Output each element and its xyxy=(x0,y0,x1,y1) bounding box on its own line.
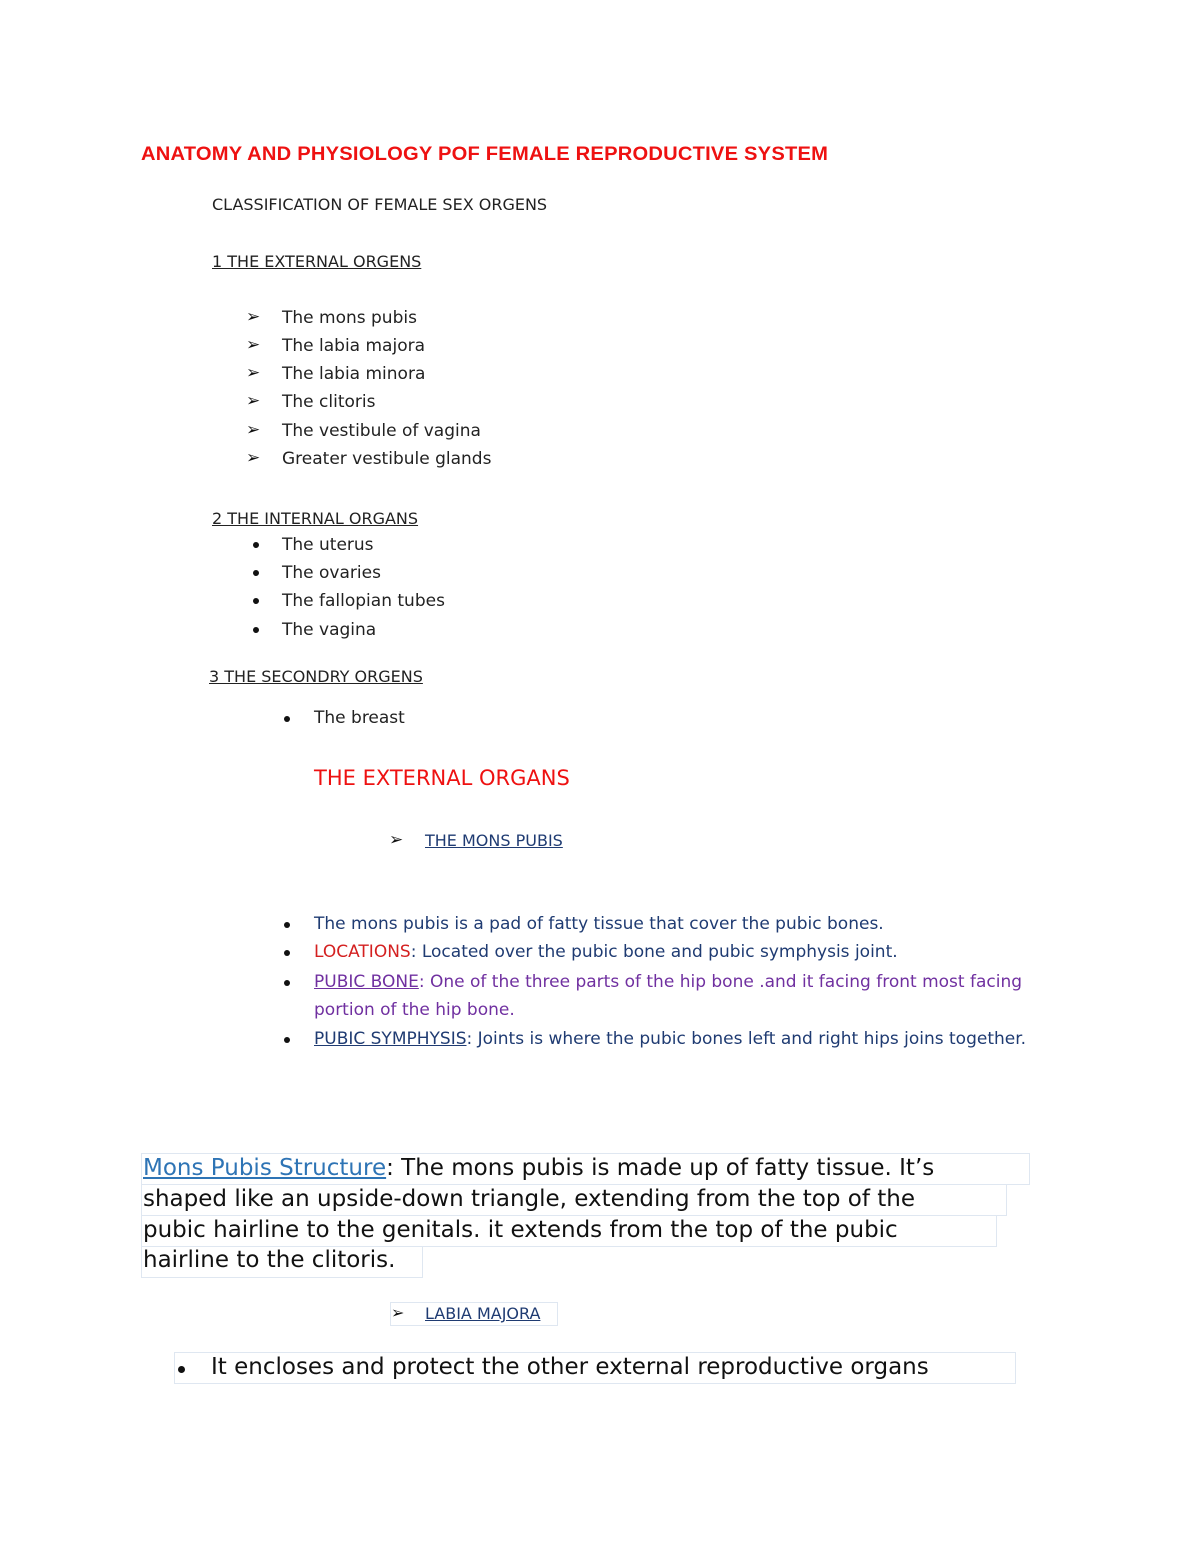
classification-heading: CLASSIFICATION OF FEMALE SEX ORGENS xyxy=(212,195,548,214)
bullet-dot-icon xyxy=(284,980,290,986)
mons-pubis-structure-link[interactable]: Mons Pubis Structure xyxy=(143,1155,387,1181)
arrow-bullet-icon: ➢ xyxy=(391,1303,405,1322)
arrow-bullet-icon: ➢ xyxy=(246,307,261,327)
arrow-bullet-icon: ➢ xyxy=(246,420,261,440)
list-item xyxy=(314,972,1022,992)
pubic-bone-text-continued: portion of the hip bone. xyxy=(314,1000,515,1020)
structure-line-4: hairline to the clitoris. xyxy=(143,1247,396,1273)
arrow-bullet-icon: ➢ xyxy=(246,448,261,468)
structure-line-2: shaped like an upside-down triangle, extending from the top of the xyxy=(143,1186,916,1212)
bullet-dot-icon xyxy=(178,1366,185,1373)
list-item: The vestibule of vagina xyxy=(282,421,481,441)
locations-text: : Located over the pubic bone and pubic symphysis joint. xyxy=(410,942,898,962)
list-item: The fallopian tubes xyxy=(282,591,445,611)
document-title: ANATOMY AND PHYSIOLOGY POF FEMALE REPRODUCTIVE SYSTEM xyxy=(141,144,829,165)
arrow-bullet-icon: ➢ xyxy=(246,335,261,355)
labia-majora-subheading: LABIA MAJORA xyxy=(425,1304,541,1323)
list-item: The clitoris xyxy=(282,392,376,412)
structure-line-1 xyxy=(143,1153,934,1184)
pubic-symphysis-label: PUBIC SYMPHYSIS xyxy=(314,1029,467,1049)
pubic-symphysis-text: : Joints is where the pubic bones left and right hips joins together. xyxy=(466,1029,1027,1049)
list-item: The uterus xyxy=(282,535,374,555)
bullet-dot-icon xyxy=(284,950,290,956)
list-item: The mons pubis is a pad of fatty tissue that cover the pubic bones. xyxy=(314,914,884,934)
pubic-bone-label: PUBIC BONE xyxy=(314,972,419,992)
arrow-bullet-icon: ➢ xyxy=(246,391,261,411)
list-item xyxy=(314,1029,1026,1049)
bullet-dot-icon xyxy=(284,922,290,928)
bullet-dot-icon xyxy=(253,598,259,604)
locations-label: LOCATIONS xyxy=(314,942,411,962)
bullet-dot-icon xyxy=(284,716,290,722)
list-item: The labia minora xyxy=(282,364,426,384)
secondary-organs-heading: 3 THE SECONDRY ORGENS xyxy=(209,667,423,686)
list-item: The labia majora xyxy=(282,336,426,356)
pubic-bone-text: : One of the three parts of the hip bone .and it facing front most facing xyxy=(418,972,1023,992)
structure-text: : The mons pubis is made up of fatty tissue. It’s xyxy=(386,1155,935,1181)
bullet-dot-icon xyxy=(253,542,259,548)
bullet-dot-icon xyxy=(284,1037,290,1043)
bullet-dot-icon xyxy=(253,570,259,576)
bullet-dot-icon xyxy=(253,627,259,633)
mons-pubis-subheading: THE MONS PUBIS xyxy=(425,831,563,850)
list-item: The ovaries xyxy=(282,563,381,583)
arrow-bullet-icon: ➢ xyxy=(246,363,261,383)
structure-line-3: pubic hairline to the genitals. it extends from the top of the pubic xyxy=(143,1217,898,1243)
list-item: Greater vestibule glands xyxy=(282,449,492,469)
list-item: The vagina xyxy=(282,620,377,640)
list-item xyxy=(314,942,898,962)
list-item: The breast xyxy=(314,708,405,728)
external-organs-section-heading: THE EXTERNAL ORGANS xyxy=(314,766,570,790)
labia-majora-bullet: It encloses and protect the other external reproductive organs xyxy=(211,1354,929,1380)
arrow-bullet-icon: ➢ xyxy=(389,830,404,850)
external-organs-heading: 1 THE EXTERNAL ORGENS xyxy=(212,252,422,271)
internal-organs-heading: 2 THE INTERNAL ORGANS xyxy=(212,509,419,528)
list-item: The mons pubis xyxy=(282,308,417,328)
